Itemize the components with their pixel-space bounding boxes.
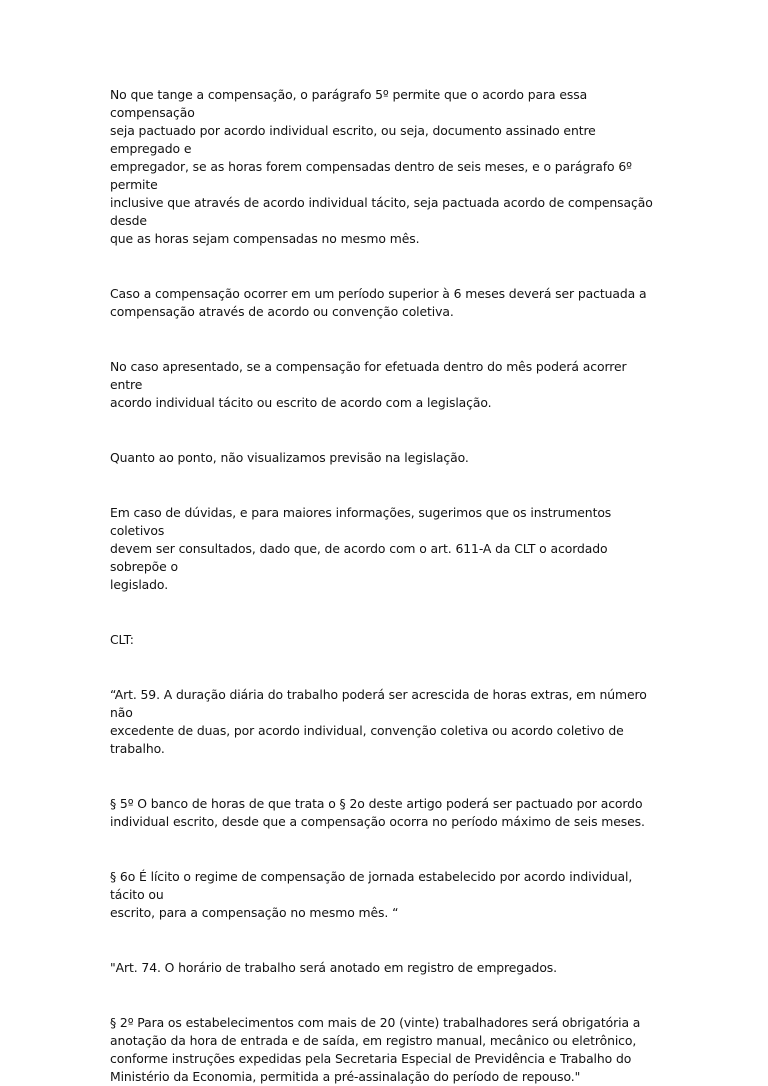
paragraph-par-2: § 2º Para os estabelecimentos com mais de 20 (vinte) trabalhadores será obrigatória a anotação da hora de entrada e de saída, em registro manual, mecânico ou eletrônico, conforme instruções expedidas pela Secretaria Especial de Previdência e Trabalho do Ministério da Economia, permitida a pré-assinalação do período de repouso." bbox=[110, 1015, 641, 1084]
paragraph-caso-apresentado: No caso apresentado, se a compensação for efetuada dentro do mês poderá acorrer entre acordo individual tácito ou escrito de acordo com a legislação. bbox=[110, 359, 627, 410]
paragraph-par-6: § 6o É lícito o regime de compensação de jornada estabelecido por acordo individual, tácito ou escrito, para a compensação no mesmo mês. “ bbox=[110, 869, 633, 920]
paragraph-art-74: "Art. 74. O horário de trabalho será anotado em registro de empregados. bbox=[110, 960, 557, 975]
paragraph-art-59: “Art. 59. A duração diária do trabalho poderá ser acrescida de horas extras, em número não excedente de duas, por acordo individual, convenção coletiva ou acordo coletivo de trabalho. bbox=[110, 687, 647, 756]
paragraph-periodo-superior: Caso a compensação ocorrer em um período superior à 6 meses deverá ser pactuada a compensação através de acordo ou convenção coletiva. bbox=[110, 286, 647, 319]
paragraph-compensacao: No que tange a compensação, o parágrafo 5º permite que o acordo para essa compensação seja pactuado por acordo individual escrito, ou seja, documento assinado entre empregado e empregador, se as horas forem compensadas dentro de seis meses, e o parágrafo 6º permite inclusive que através de acordo individual tácito, seja pactuada acordo de compensação desde que as horas sejam compensadas no mesmo mês. bbox=[110, 87, 653, 246]
paragraph-par-5: § 5º O banco de horas de que trata o § 2o deste artigo poderá ser pactuado por acordo individual escrito, desde que a compensação ocorra no período máximo de seis meses. bbox=[110, 796, 645, 829]
paragraph-ponto: Quanto ao ponto, não visualizamos previsão na legislação. bbox=[110, 450, 469, 465]
paragraph-duvidas: Em caso de dúvidas, e para maiores informações, sugerimos que os instrumentos coletivos devem ser consultados, dado que, de acordo com o art. 611-A da CLT o acordado sobrepõe o legislado. bbox=[110, 505, 612, 592]
heading-clt: CLT: bbox=[110, 632, 134, 647]
document-page bbox=[110, 86, 660, 1086]
